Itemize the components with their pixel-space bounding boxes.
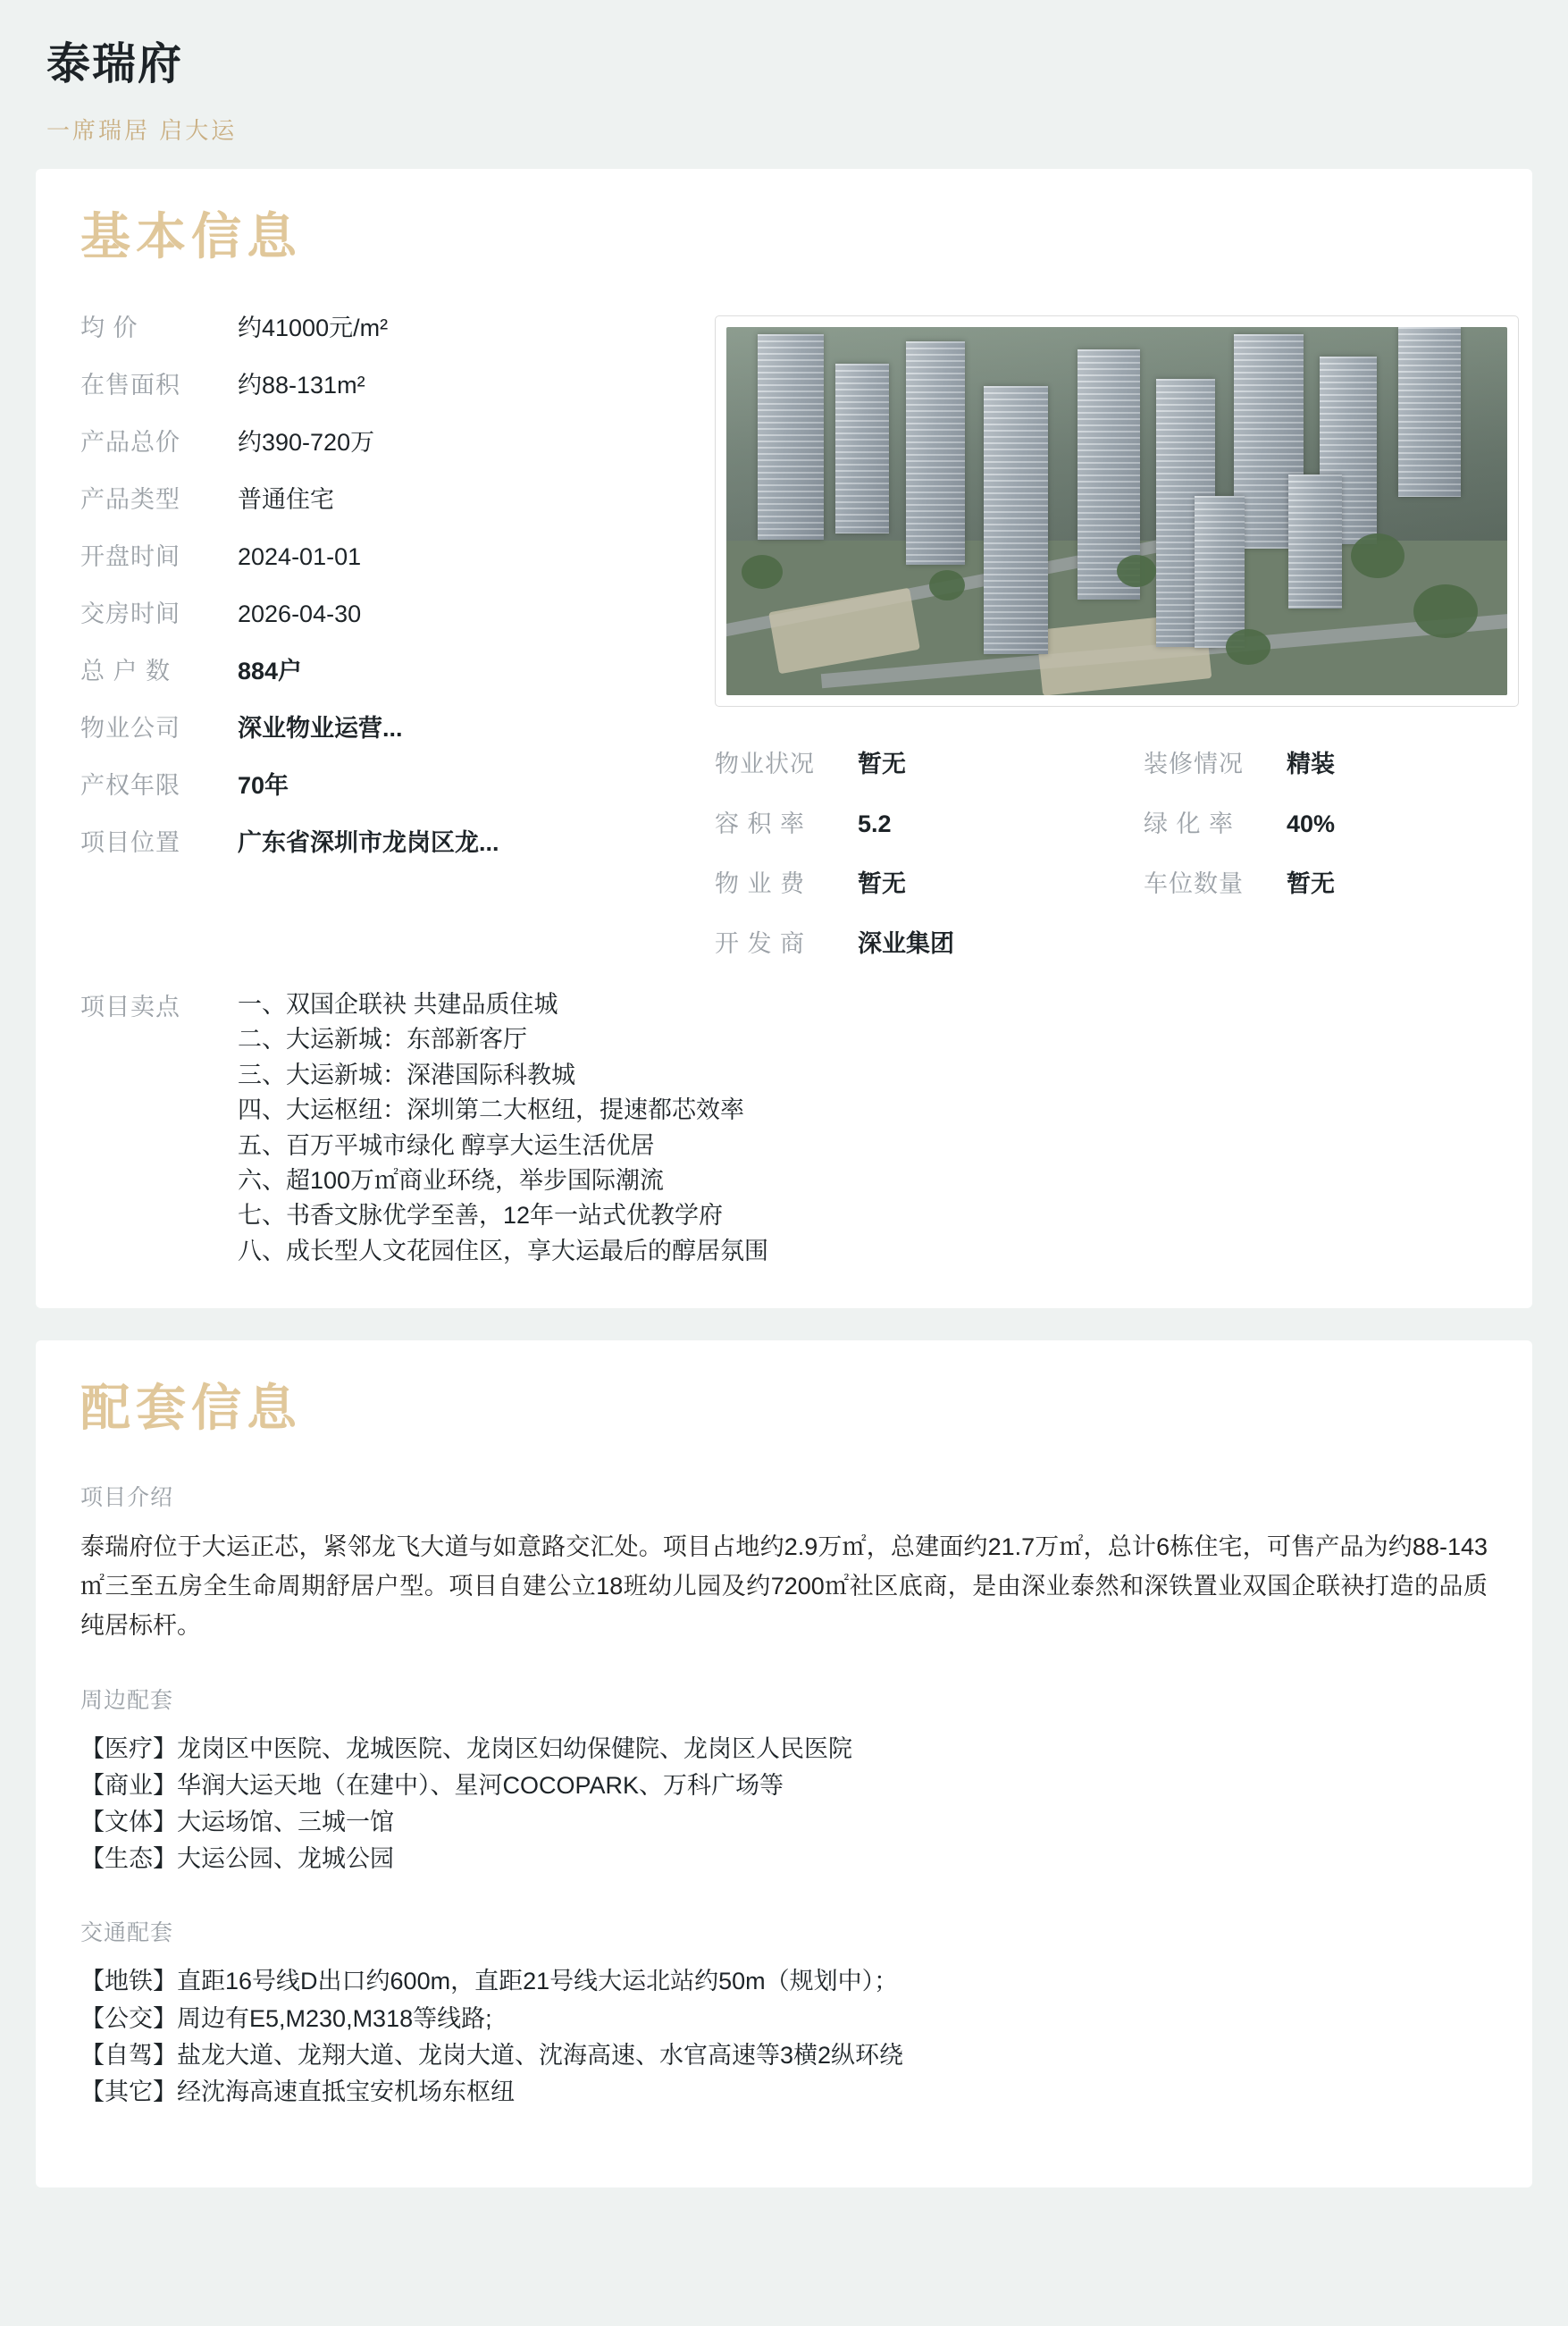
spec-value: 2024-01-01 [238, 542, 362, 570]
basic-info-card [36, 169, 1532, 1308]
hero-image-wrap [715, 308, 1568, 707]
spec-label: 交房时间 [80, 600, 180, 627]
spec-value: 精装 [1287, 750, 1335, 777]
spec-row [715, 864, 1144, 899]
spec-value: 广东省深圳市龙岗区龙... [238, 828, 499, 856]
spec-value: 普通住宅 [238, 485, 334, 513]
spec-row [1144, 864, 1568, 899]
spec-value: 暂无 [858, 869, 906, 897]
page-header [0, 0, 1568, 169]
traffic-label: 交通配套 [80, 1920, 174, 1946]
basic-info-top [80, 308, 1488, 984]
basic-info-title: 基本信息 [80, 207, 302, 265]
facilities-title: 配套信息 [80, 1380, 302, 1437]
spec-value: 深业物业运营... [238, 714, 403, 742]
spec-label: 容 积 率 [715, 810, 806, 837]
traffic-item: 【地铁】直距16号线D出口约600m，直距21号线大运北站约50m（规划中）； [80, 1968, 899, 1995]
basic-right-specs [1144, 744, 1568, 984]
facilities-card [36, 1340, 1532, 2187]
spec-row [80, 709, 706, 743]
around-label: 周边配套 [80, 1688, 174, 1714]
spec-value: 深业集团 [858, 929, 954, 957]
spec-label: 在售面积 [80, 371, 180, 399]
sell-points-block [80, 987, 1488, 1269]
project-image-frame [715, 315, 1519, 707]
intro-text: 泰瑞府位于大运正芯，紧邻龙飞大道与如意路交汇处。项目占地约2.9万㎡，总建面约21.7万㎡，总计6栋住宅，可售产品为约88-143㎡三至五房全生命周期舒居户型。项目自建公立18班幼儿园及约7200㎡社区底商，是由深业泰然和深铁置业双国企联袂打造的品质纯居标杆。 [80, 1533, 1488, 1639]
spec-value: 暂无 [1287, 869, 1335, 897]
traffic-item: 【公交】周边有E5,M230,M318等线路; [80, 2004, 492, 2032]
basic-left-specs [80, 308, 706, 880]
spec-row [80, 537, 706, 572]
spec-row [1144, 804, 1568, 839]
sell-points-label: 项目卖点 [80, 993, 180, 1020]
spec-value: 约390-720万 [238, 428, 375, 456]
around-list [80, 1731, 1488, 1877]
spec-value: 5.2 [858, 810, 892, 837]
spec-row [80, 651, 706, 686]
spec-label: 物业状况 [715, 750, 815, 777]
sell-point-item: 八、成长型人文花园住区，享大运最后的醇居氛围 [238, 1237, 768, 1264]
spec-label: 总 户 数 [80, 657, 172, 684]
sell-point-item: 七、书香文脉优学至善，12年一站式优教学府 [238, 1202, 724, 1230]
spec-value: 约88-131m² [238, 371, 365, 399]
spec-value: 约41000元/m² [238, 314, 389, 341]
spec-row [715, 804, 1144, 839]
spec-row [80, 480, 706, 515]
spec-label: 开 发 商 [715, 929, 806, 957]
around-item: 【医疗】龙岗区中医院、龙城医院、龙岗区妇幼保健院、龙岗区人民医院 [80, 1735, 852, 1763]
project-aerial-render [726, 327, 1507, 695]
spec-value: 884户 [238, 657, 303, 684]
spec-label: 产权年限 [80, 771, 180, 799]
page-title: 泰瑞府 [46, 40, 184, 88]
spec-label: 物 业 费 [715, 869, 806, 897]
spec-label: 车位数量 [1144, 869, 1244, 897]
spec-row [1144, 744, 1568, 779]
spec-value: 暂无 [858, 750, 906, 777]
traffic-item: 【自驾】盐龙大道、龙翔大道、龙岗大道、沈海高速、水官高速等3横2纵环绕 [80, 2041, 904, 2069]
sell-point-item: 一、双国企联袂 共建品质住城 [238, 990, 558, 1018]
spec-label: 项目位置 [80, 828, 180, 856]
basic-right-spec-columns [715, 744, 1568, 984]
sell-point-item: 六、超100万㎡商业环绕，举步国际潮流 [238, 1166, 665, 1194]
intro-label: 项目介绍 [80, 1485, 174, 1511]
spec-value: 2026-04-30 [238, 600, 362, 627]
spec-value: 70年 [238, 771, 289, 799]
spec-label: 产品类型 [80, 485, 180, 513]
spec-label: 绿 化 率 [1144, 810, 1235, 837]
sell-point-item: 三、大运新城：深港国际科教城 [238, 1061, 575, 1088]
sell-point-item: 五、百万平城市绿化 醇享大运生活优居 [238, 1131, 655, 1159]
traffic-item: 【其它】经沈海高速直抵宝安机场东枢纽 [80, 2078, 515, 2105]
sell-point-item: 四、大运枢纽：深圳第二大枢纽，提速都芯效率 [238, 1096, 744, 1124]
spec-label: 开盘时间 [80, 542, 180, 570]
spec-row [80, 365, 706, 400]
page-subtitle: 一席瑞居 启大运 [46, 116, 238, 144]
traffic-list [80, 1963, 1488, 2110]
spec-row [715, 744, 1144, 779]
spec-row [80, 423, 706, 458]
spec-label: 物业公司 [80, 714, 180, 742]
sell-point-item: 二、大运新城：东部新客厅 [238, 1026, 527, 1054]
spec-label: 装修情况 [1144, 750, 1244, 777]
spec-row [80, 766, 706, 801]
around-item: 【商业】华润大运天地（在建中）、星河COCOPARK、万科广场等 [80, 1772, 784, 1800]
around-item: 【生态】大运公园、龙城公园 [80, 1845, 394, 1873]
spec-row [80, 594, 706, 629]
around-item: 【文体】大运场馆、三城一馆 [80, 1809, 394, 1836]
spec-value: 40% [1287, 810, 1336, 837]
basic-mid-specs [715, 744, 1144, 984]
spec-label: 均 价 [80, 314, 138, 341]
spec-row [80, 823, 706, 858]
spec-label: 产品总价 [80, 428, 180, 456]
spec-row [80, 308, 706, 343]
spec-row [715, 924, 1144, 959]
sell-points-list [238, 987, 768, 1269]
